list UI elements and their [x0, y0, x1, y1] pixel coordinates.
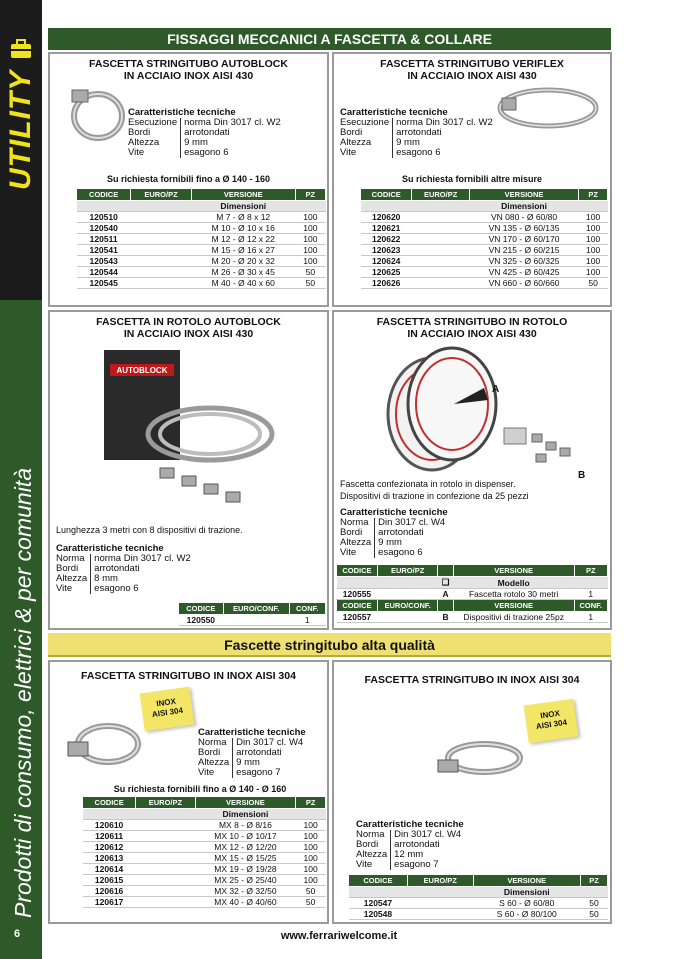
product-title: FASCETTA STRINGITUBO IN INOX AISI 304 — [81, 670, 296, 682]
table-row: 120626 VN 660 - Ø 60/660 50 — [361, 278, 608, 289]
table-row: 120547 S 60 - Ø 60/80 50 — [349, 898, 608, 909]
availability-note: Su richiesta fornibili altre misure — [401, 174, 543, 184]
table-row: 120623 VN 215 - Ø 60/215 100 — [361, 245, 608, 256]
specs-block: Caratteristiche tecniche Esecuzione norma Din 3017 cl. W2 Bordi arrotondati Altezza 9 mm Vite esagono 6 — [128, 107, 281, 158]
page-number: 6 — [14, 928, 21, 940]
roll-package-image — [100, 342, 290, 512]
page-title: FISSAGGI MECCANICI A FASCETTA & COLLARE — [48, 28, 611, 50]
footer-website-link[interactable]: www.ferrariwelcome.it — [280, 930, 398, 942]
table-row: 120510 M 7 - Ø 8 x 12 100 — [77, 212, 326, 223]
table-row: 120616 MX 32 - Ø 32/50 50 — [83, 886, 326, 897]
table-row: 120617 MX 40 - Ø 40/60 50 — [83, 897, 326, 908]
traction-devices-image — [502, 420, 582, 470]
table-row: 120622 VN 170 - Ø 60/170 100 — [361, 234, 608, 245]
product-title: FASCETTA STRINGITUBO IN INOX AISI 304 — [364, 674, 580, 686]
product-box-roll-dispenser — [332, 310, 612, 630]
product-table: CODICE EURO/PZ VERSIONE PZ Dimensioni 120547 S 60 - Ø 60/80 50 120548 S 60 - Ø 80/100 50 — [348, 874, 608, 920]
product-box-inox-304-a — [48, 660, 329, 924]
product-description: Fascetta confezionata in rotolo in dispenser. Dispositivi di trazione in confezione da 25 pezzi — [340, 479, 529, 501]
product-title: FASCETTA STRINGITUBO VERIFLEX IN ACCIAIO INOX AISI 430 — [380, 58, 564, 82]
section-title: Fascette stringitubo alta qualità — [48, 633, 611, 657]
product-title: FASCETTA STRINGITUBO AUTOBLOCK IN ACCIAIO INOX AISI 430 — [89, 58, 288, 82]
table-row: 120624 VN 325 - Ø 60/325 100 — [361, 256, 608, 267]
hose-clamp-image — [494, 80, 602, 136]
specs-block: Caratteristiche tecniche Norma Din 3017 cl. W4 Bordi arrotondati Altezza 9 mm Vite esagono 7 — [198, 727, 306, 778]
table-row: 120615 MX 25 - Ø 25/40 100 — [83, 875, 326, 886]
availability-note: Su richiesta fornibili fino a Ø 140 - Ø 160 — [113, 784, 287, 794]
specs-block: Caratteristiche tecniche Esecuzione norma Din 3017 cl. W2 Bordi arrotondati Altezza 9 mm Vite esagono 6 — [340, 107, 493, 158]
table-row: 120613 MX 15 - Ø 15/25 100 — [83, 853, 326, 864]
label-b: B — [578, 470, 586, 481]
checkbox-icon: ❑ — [438, 577, 453, 589]
svg-text:AUTOBLOCK: AUTOBLOCK — [116, 366, 168, 375]
product-title: FASCETTA STRINGITUBO IN ROTOLO IN ACCIAIO INOX AISI 430 — [376, 316, 568, 340]
table-row: 120614 MX 19 - Ø 19/28 100 — [83, 864, 326, 875]
specs-block: Caratteristiche tecniche Norma Din 3017 cl. W4 Bordi arrotondati Altezza 9 mm Vite esagono 6 — [340, 507, 448, 558]
toolbox-icon — [8, 36, 34, 62]
product-description: Lunghezza 3 metri con 8 dispositivi di trazione. — [56, 525, 243, 535]
table-row: 120625 VN 425 - Ø 60/425 100 — [361, 267, 608, 278]
table-row: 120541 M 15 - Ø 16 x 27 100 — [77, 245, 326, 256]
table-row: 120511 M 12 - Ø 12 x 22 100 — [77, 234, 326, 245]
hose-clamp-image — [58, 78, 134, 146]
table-row: 120610 MX 8 - Ø 8/16 100 — [83, 820, 326, 831]
sidebar-title: UTILITY — [4, 69, 37, 190]
specs-block: Caratteristiche tecniche Norma Din 3017 cl. W4 Bordi arrotondati Altezza 12 mm Vite esagono 7 — [356, 819, 464, 870]
table-row: 120545 M 40 - Ø 40 x 60 50 — [77, 278, 326, 289]
product-box-autoblock — [48, 52, 329, 307]
table-row: 120550 1 — [179, 615, 326, 626]
product-table: CODICE EURO/CONF. CONF. 120550 1 — [178, 602, 326, 626]
product-table: CODICE EURO/PZ VERSIONE PZ Dimensioni 120510 M 7 - Ø 8 x 12 100 120540 M 10 - Ø 10 x 16 100 120511 M 12 - Ø 12 x 22 100 120541 M 15 - Ø 16 x 27 100 120543 M 20 - Ø 20 x 32 100 120544 M 26 - Ø 30 x 45 50 120545 M 40 - Ø 40 x 60 50 — [76, 188, 326, 289]
table-row: 120621 VN 135 - Ø 60/135 100 — [361, 223, 608, 234]
table-row: 120540 M 10 - Ø 10 x 16 100 — [77, 223, 326, 234]
product-table: CODICE EURO/PZ VERSIONE PZ Dimensioni 120610 MX 8 - Ø 8/16 100 120611 MX 10 - Ø 10/17 100 120612 MX 12 - Ø 12/20 100 120613 MX 15 - Ø 15/25 100 120614 MX 19 - Ø 19/28 100 120615 MX 25 - Ø 25/40 100 120616 MX 32 - Ø 32/50 50 120617 MX 40 - Ø 40/60 50 — [82, 796, 326, 908]
product-box-inox-304-b — [332, 660, 612, 924]
product-title: FASCETTA IN ROTOLO AUTOBLOCK IN ACCIAIO INOX AISI 430 — [96, 316, 281, 340]
label-a: A — [492, 384, 500, 395]
availability-note: Su richiesta fornibili fino a Ø 140 - 160 — [106, 174, 271, 184]
table-row: 120544 M 26 - Ø 30 x 45 50 — [77, 267, 326, 278]
product-box-veriflex — [332, 52, 612, 307]
table-row: 120620 VN 080 - Ø 60/80 100 — [361, 212, 608, 223]
inox-sticker: INOX AISI 304 — [524, 699, 579, 744]
table-row: 120612 MX 12 - Ø 12/20 100 — [83, 842, 326, 853]
hose-clamp-image — [56, 712, 146, 782]
product-box-autoblock-roll — [48, 310, 329, 630]
product-table: CODICE EURO/PZ VERSIONE PZ ❑ Modello 120555 A Fascetta rotolo 30 metri 1 CODICE EURO/CONF. VERSIONE CONF. 120557 B Dispositivi di trazione 25pz 1 — [336, 564, 608, 623]
table-row: 120611 MX 10 - Ø 10/17 100 — [83, 831, 326, 842]
table-row: 120548 S 60 - Ø 80/100 50 — [349, 909, 608, 920]
sidebar-category: Prodotti di consumo, elettrici & per comunità — [10, 468, 36, 918]
hose-clamp-image — [430, 730, 526, 790]
table-row: 120555 A Fascetta rotolo 30 metri 1 — [337, 589, 608, 600]
table-row: 120557 B Dispositivi di trazione 25pz 1 — [337, 612, 608, 623]
inox-sticker: INOX AISI 304 — [140, 687, 195, 732]
table-row: 120543 M 20 - Ø 20 x 32 100 — [77, 256, 326, 267]
product-table: CODICE EURO/PZ VERSIONE PZ Dimensioni 120620 VN 080 - Ø 60/80 100 120621 VN 135 - Ø 60/135 100 120622 VN 170 - Ø 60/170 100 120623 VN 215 - Ø 60/215 100 120624 VN 325 - Ø 60/325 100 120625 VN 425 - Ø 60/425 100 120626 VN 660 - Ø 60/660 50 — [360, 188, 608, 289]
specs-block: Caratteristiche tecniche Norma norma Din 3017 cl. W2 Bordi arrotondati Altezza 8 mm Vite esagono 6 — [56, 543, 191, 594]
